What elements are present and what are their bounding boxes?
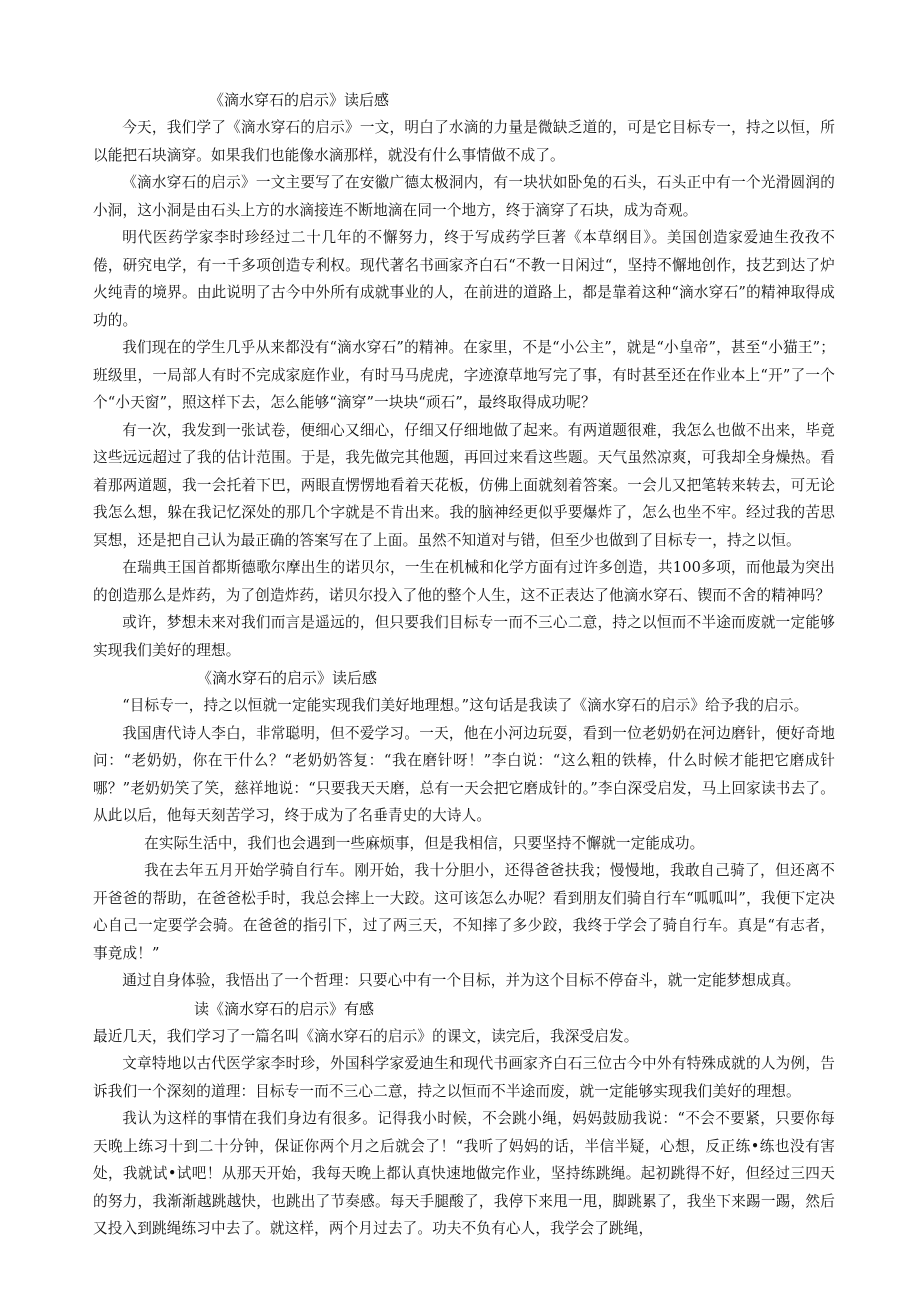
document-page: [93, 86, 835, 1243]
essay-title: 《滴水穿石的启示》读后感: [209, 91, 390, 109]
paragraph: 我国唐代诗人李白，非常聪明，但不爱学习。一天，他在小河边玩耍，看到一位老奶奶在河边磨针，便好奇地问：“老奶奶，你在干什么？“老奶奶答复：“我在磨针呀！”李白说：“这么粗的铁棒，什么时候才能把它磨成针哪？”老奶奶笑了笑，慈祥地说：“只要我天天磨，总有一天会把它磨成针的。”李白深受启发，马上回家读书去了。从此以后，他每天刻苦学习，终于成为了名垂青史的大诗人。: [93, 724, 835, 824]
paragraph: 文章特地以古代医学家李时珍，外国科学家爱迪生和现代书画家齐白石三位古今中外有特殊成就的人为例，告诉我们一个深刻的道理：目标专一而不三心二意，持之以恒而不半途而废，就一定能够实现我们美好的理想。: [93, 1055, 835, 1100]
paragraph: 明代医药学家李时珍经过二十几年的不懈努力，终于写成药学巨著《本草纲目》。美国创造家爱迪生孜孜不倦，研究电学，有一千多项创造专利权。现代著名书画家齐白石“不教一日闲过“，坚持不懈地创作，技艺到达了炉火纯青的境界。由此说明了古今中外所有成就事业的人，在前进的道路上，都是靠着这种“滴水穿石”的精神取得成功的。: [93, 229, 835, 329]
essay-title: 读《滴水穿石的启示》有感: [194, 999, 375, 1018]
essay-3: [93, 995, 835, 1243]
paragraph: 通过自身体验，我悟出了一个哲理：只要心中有一个目标，并为这个目标不停奋斗，就一定能梦想成真。: [122, 972, 801, 989]
paragraph: 在实际生活中，我们也会遇到一些麻烦事，但是我相信，只要坚持不懈就一定能成功。: [144, 834, 705, 852]
paragraph: 《滴水穿石的启示》一文主要写了在安徽广德太极洞内，有一块状如卧兔的石头，石头正中有一个光滑圆润的小洞，这小洞是由石头上方的水滴接连不断地滴在同一个地方，终于滴穿了石块，成为奇观。: [93, 174, 835, 219]
paragraph: 有一次，我发到一张试卷，便细心又细心，仔细又仔细地做了起来。有两道题很难，我怎么也做不出来，毕竟这些远远超过了我的估计范围。于是，我先做完其他题，再回过来看这些题。天气虽然凉爽，可我却全身燥热。看着那两道题，我一会托着下巴，两眼直愣愣地看着天花板，仿佛上面就刻着答案。一会儿又把笔转来转去，可无论我怎么想，躲在我记忆深处的那几个字就是不肯出来。我的脑神经更似乎要爆炸了，怎么也坐不牢。经过我的苦思冥想，还是把自己认为最正确的答案写在了上面。虽然不知道对与错，但至少也做到了目标专一，持之以恒。: [93, 421, 835, 549]
essay-title: 《滴水穿石的启示》读后感: [197, 669, 378, 687]
paragraph: 我认为这样的事情在我们身边有很多。记得我小时候，不会跳小绳，妈妈鼓励我说：“不会不要紧，只要你每天晚上练习十到二十分钟，保证你两个月之后就会了！“我听了妈妈的话，半信半疑，心想，反正练•练也没有害处，我就试•试吧！从那天开始，我每天晚上都认真快速地做完作业，坚持练跳绳。起初跳得不好，但经过三四天的努力，我渐渐越跳越快，也跳出了节奏感。每天手腿酸了，我停下来甩一甩，脚跳累了，我坐下来踢一踢，然后又投入到跳绳练习中去了。就这样，两个月过去了。功夫不负有心人，我学会了跳绳，: [93, 1110, 835, 1237]
essay-1: [93, 86, 835, 664]
paragraph: 或许，梦想未来对我们而言是遥远的，但只要我们目标专一而不三心二意，持之以恒而不半途而废就一定能够实现我们美好的理想。: [93, 614, 835, 659]
essay-2: [93, 664, 835, 995]
paragraph: 我们现在的学生几乎从来都没有“滴水穿石”的精神。在家里，不是“小公主”，就是“小皇帝”，甚至“小猫王”；班级里，一局部人有时不完成家庭作业，有时马马虎虎，字迹潦草地写完了事，有时甚至还在作业本上“开”了一个个“小天窗”，照这样下去，怎么能够“滴穿”一块块“顽石”，最终取得成功呢？: [93, 339, 835, 411]
paragraph: 最近几天，我们学习了一篇名叫《滴水穿石的启示》的课文，读完后，我深受启发。: [93, 1027, 639, 1045]
paragraph: “目标专一，持之以恒就一定能实现我们美好地理想。”这句话是我读了《滴水穿石的启示》给予我的启示。: [122, 697, 809, 714]
paragraph: 今天，我们学了《滴水穿石的启示》一文，明白了水滴的力量是微缺乏道的，可是它目标专一，持之以恒，所以能把石块滴穿。如果我们也能像水滴那样，就没有什么事情做不成了。: [93, 119, 835, 164]
paragraph: 在瑞典王国首都斯德歌尔摩出生的诺贝尔，一生在机械和化学方面有过许多创造，共100多项，而他最为突出的创造那么是炸药，为了创造炸药，诺贝尔投入了他的整个人生，这不正表达了他滴水穿石、锲而不舍的精神吗？: [93, 559, 835, 604]
paragraph: 我在去年五月开始学骑自行车。刚开始，我十分胆小，还得爸爸扶我；慢慢地，我敢自己骑了，但还离不开爸爸的帮助，在爸爸松手时，我总会摔上一大跤。这可该怎么办呢？看到朋友们骑自行车“呱呱叫”，我便下定决心自己一定要学会骑。在爸爸的指引下，过了两三天，不知摔了多少跤，我终于学会了骑自行车。真是“有志者，事竟成！”: [93, 862, 835, 962]
